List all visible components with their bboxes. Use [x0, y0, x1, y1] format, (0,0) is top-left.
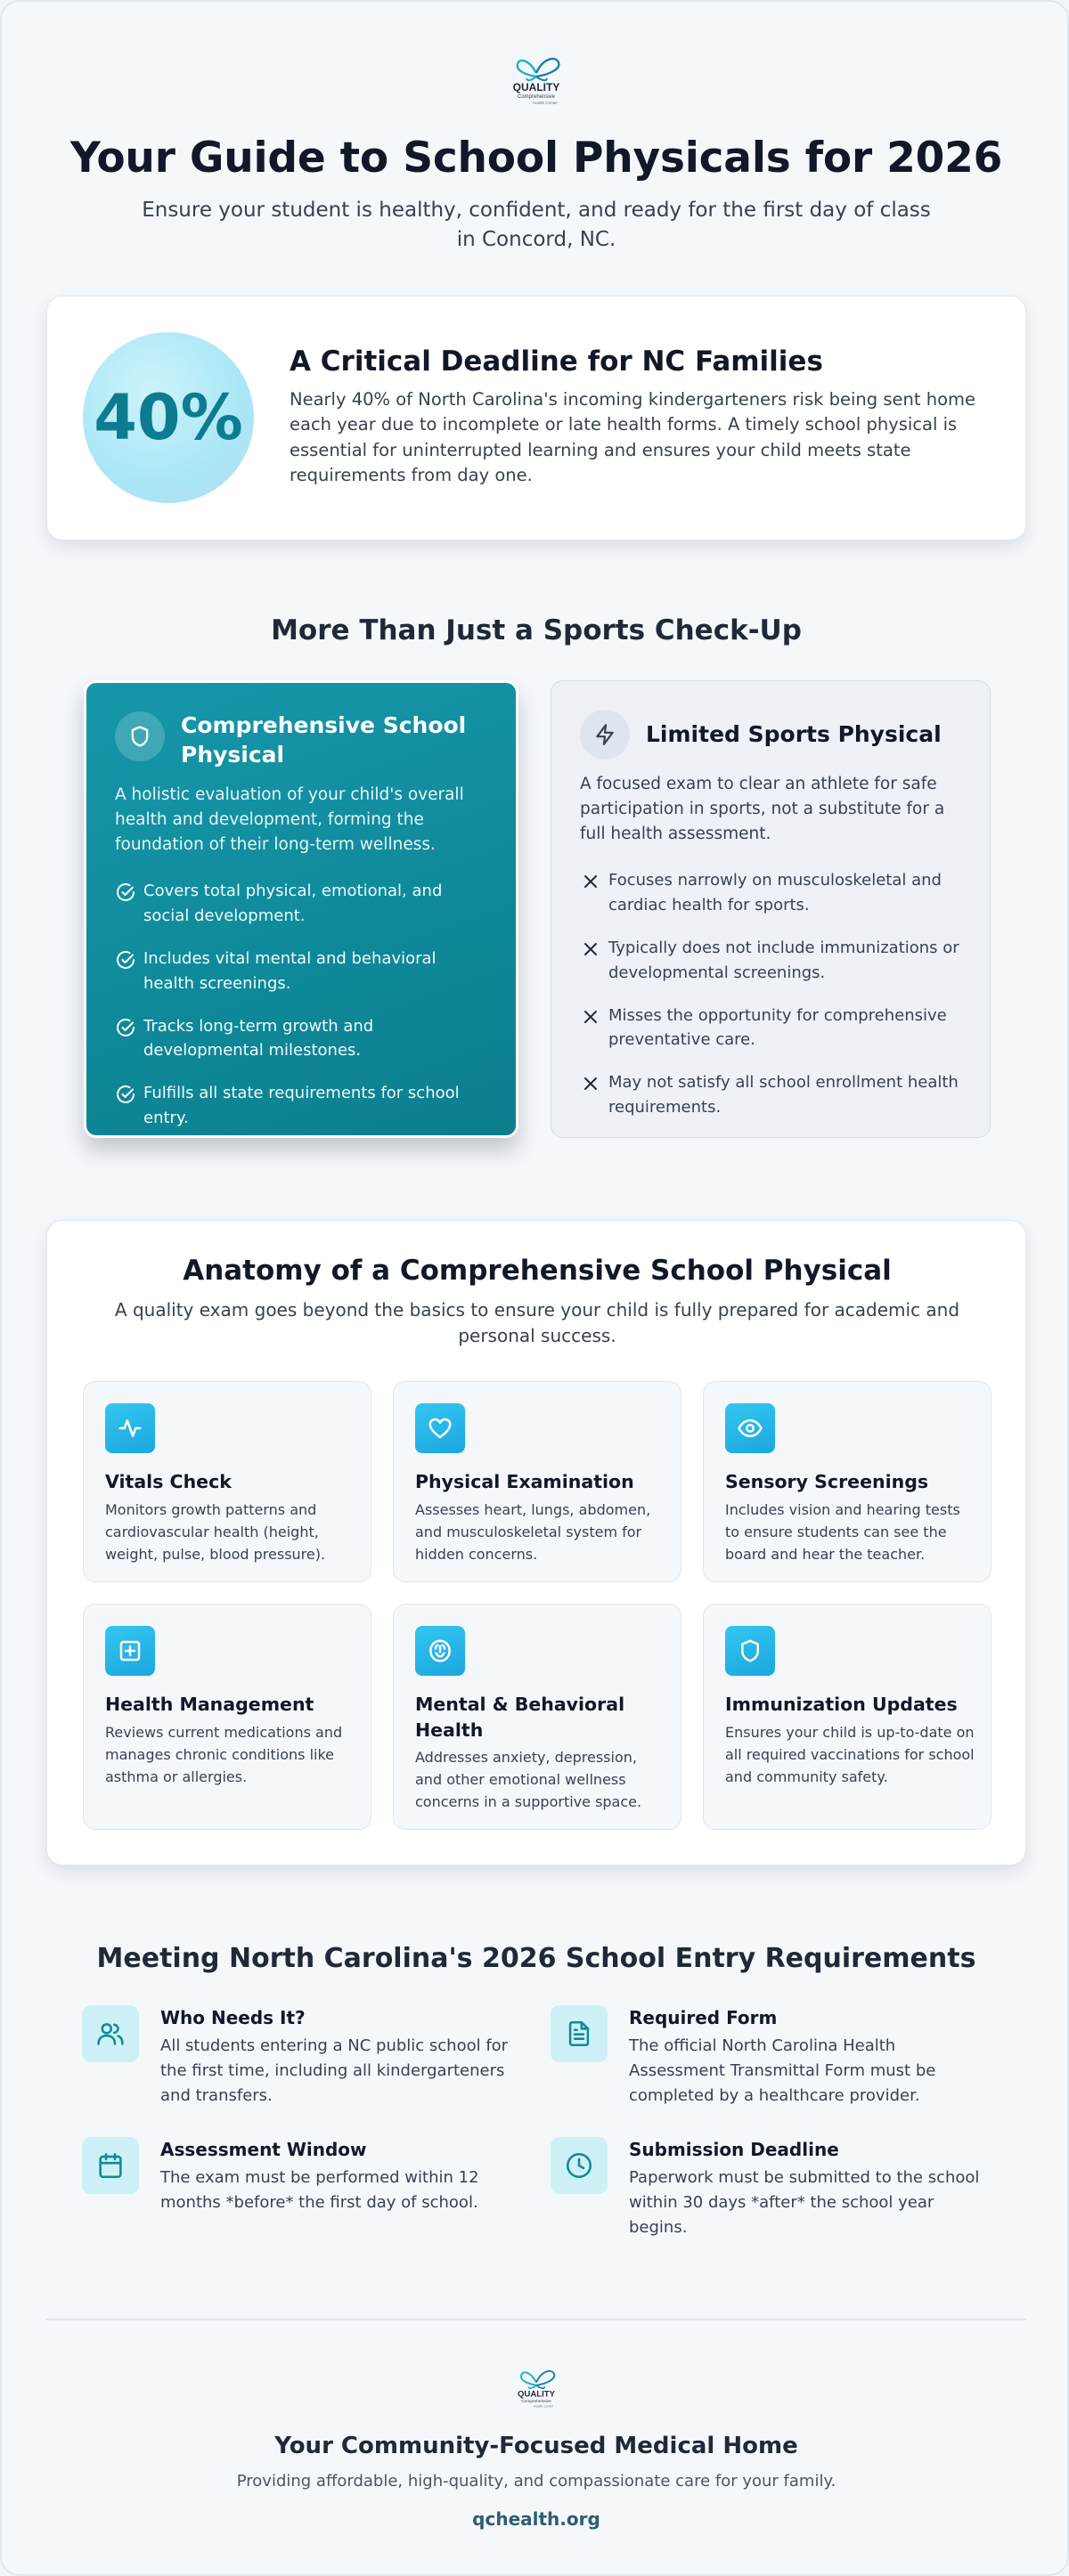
requirement-assessment-window	[82, 2137, 510, 2262]
butterfly-logo-icon	[504, 2367, 568, 2409]
x-icon	[580, 939, 601, 960]
comprehensive-title: Comprehensive School Physical	[181, 712, 467, 768]
anatomy-subtitle: A quality exam goes beyond the basics to ensure your child is fully prepared for academic and personal success.	[114, 1299, 960, 1346]
svg-text:QUALITY: QUALITY	[517, 2389, 556, 2400]
footer-title: Your Community-Focused Medical Home	[274, 2433, 798, 2459]
feature-desc: Monitors growth patterns and cardiovascular health (height, weight, pulse, blood pressure).	[105, 1501, 326, 1563]
requirement-text: All students entering a NC public school for the first time, including all kindergarteners and transfers.	[160, 2036, 509, 2105]
anatomy-card	[46, 1220, 1026, 1865]
requirement-title: Who Needs It?	[160, 2007, 306, 2028]
check-circle-icon	[115, 949, 136, 971]
footer-subtitle: Providing affordable, high-quality, and compassionate care for your family.	[236, 2472, 836, 2491]
feature-sensory-screenings	[703, 1381, 991, 1582]
feature-title: Physical Examination	[415, 1471, 634, 1492]
calendar-icon	[82, 2137, 139, 2194]
feature-desc: Assesses heart, lungs, abdomen, and musculoskeletal system for hidden concerns.	[415, 1501, 651, 1563]
svg-text:Comprehensive: Comprehensive	[521, 2400, 551, 2404]
users-icon	[82, 2005, 139, 2062]
x-icon	[580, 1006, 601, 1028]
requirement-title: Required Form	[629, 2007, 778, 2028]
check-circle-icon	[115, 1017, 136, 1038]
feature-title: Health Management	[105, 1694, 314, 1715]
footer-divider	[46, 2319, 1026, 2320]
x-icon	[580, 871, 601, 892]
feature-title: Vitals Check	[105, 1471, 232, 1492]
brain-icon	[415, 1626, 465, 1676]
feature-desc: Includes vision and hearing tests to ensure students can see the board and hear the teacher.	[725, 1501, 960, 1563]
deadline-card	[46, 296, 1026, 540]
requirements-title: Meeting North Carolina's 2026 School Entry Requirements	[96, 1943, 976, 1974]
list-item: Focuses narrowly on musculoskeletal and cardiac health for sports.	[580, 868, 963, 918]
feature-title: Immunization Updates	[725, 1694, 958, 1715]
list-item: Tracks long-term growth and developmental milestones.	[115, 1014, 489, 1064]
comprehensive-list	[115, 879, 489, 1149]
list-item: May not satisfy all school enrollment health requirements.	[580, 1070, 963, 1120]
shield-icon	[725, 1626, 775, 1676]
deadline-text: Nearly 40% of North Carolina's incoming kindergarteners risk being sent home each year due to incomplete or late health forms. A timely school physical is essential for uninterrupted learning and ensures your child meets state requirements from day one.	[290, 389, 975, 485]
requirement-title: Assessment Window	[160, 2139, 367, 2160]
feature-title: Mental & Behavioral Health	[415, 1694, 625, 1741]
website-link[interactable]: qchealth.org	[472, 2508, 600, 2530]
requirement-title: Submission Deadline	[629, 2139, 839, 2160]
svg-text:Health Center: Health Center	[533, 101, 558, 105]
anatomy-title: Anatomy of a Comprehensive School Physical	[183, 1255, 892, 1287]
feature-immunization-updates	[703, 1604, 991, 1830]
list-item: Includes vital mental and behavioral health screenings.	[115, 947, 489, 996]
shield-icon	[115, 711, 165, 761]
requirement-who-needs-it	[82, 2005, 510, 2130]
feature-mental-behavioral-health	[393, 1604, 681, 1830]
requirement-text: Paperwork must be submitted to the school within 30 days *after* the school year begins.	[629, 2168, 980, 2237]
eye-icon	[725, 1403, 775, 1453]
medical-plus-icon	[105, 1626, 155, 1676]
header-logo	[2, 53, 1069, 107]
limited-desc: A focused exam to clear an athlete for safe participation in sports, not a substitute for a full health assessment.	[580, 775, 945, 843]
x-icon	[580, 1073, 601, 1094]
heart-icon	[415, 1403, 465, 1453]
check-circle-icon	[115, 1084, 136, 1105]
check-circle-icon	[115, 882, 136, 903]
limited-list	[580, 868, 963, 1138]
svg-text:Comprehensive: Comprehensive	[517, 94, 556, 100]
footer-logo	[2, 2367, 1069, 2420]
comprehensive-desc: A holistic evaluation of your child's overall health and development, forming the foundation of their long-term wellness.	[115, 785, 464, 854]
limited-physical-card	[551, 680, 991, 1138]
document-icon	[551, 2005, 608, 2062]
feature-vitals-check	[83, 1381, 371, 1582]
activity-icon	[105, 1403, 155, 1453]
requirement-text: The official North Carolina Health Assessment Transmittal Form must be completed by a healthcare provider.	[629, 2036, 936, 2105]
feature-desc: Addresses anxiety, depression, and other emotional wellness concerns in a supportive space.	[415, 1749, 642, 1810]
list-item: Misses the opportunity for comprehensive preventative care.	[580, 1004, 963, 1053]
feature-health-management	[83, 1604, 371, 1830]
page-title: Your Guide to School Physicals for 2026	[69, 134, 1003, 183]
lightning-icon	[580, 710, 630, 760]
requirement-required-form	[551, 2005, 978, 2130]
list-item: Covers total physical, emotional, and social development.	[115, 879, 489, 929]
comprehensive-physical-card	[84, 680, 518, 1138]
feature-desc: Ensures your child is up-to-date on all required vaccinations for school and community safety.	[725, 1724, 975, 1785]
comparison-title: More Than Just a Sports Check-Up	[271, 614, 802, 646]
svg-text:QUALITY: QUALITY	[512, 81, 560, 93]
svg-text:Health Center: Health Center	[533, 2404, 554, 2409]
feature-title: Sensory Screenings	[725, 1471, 929, 1492]
feature-physical-examination	[393, 1381, 681, 1582]
list-item: Typically does not include immunizations or developmental screenings.	[580, 936, 963, 986]
clock-icon	[551, 2137, 608, 2194]
page-subtitle: Ensure your student is healthy, confident, and ready for the first day of class in Concord, NC.	[142, 199, 931, 251]
requirement-text: The exam must be performed within 12 months *before* the first day of school.	[160, 2168, 479, 2212]
stat-circle: 40%	[83, 332, 254, 503]
butterfly-logo-icon	[496, 53, 576, 107]
feature-desc: Reviews current medications and manages chronic conditions like asthma or allergies.	[105, 1724, 343, 1785]
list-item: Fulfills all state requirements for school entry.	[115, 1081, 489, 1131]
limited-title: Limited Sports Physical	[646, 721, 942, 747]
requirement-submission-deadline	[551, 2137, 978, 2262]
deadline-title: A Critical Deadline for NC Families	[290, 345, 823, 378]
